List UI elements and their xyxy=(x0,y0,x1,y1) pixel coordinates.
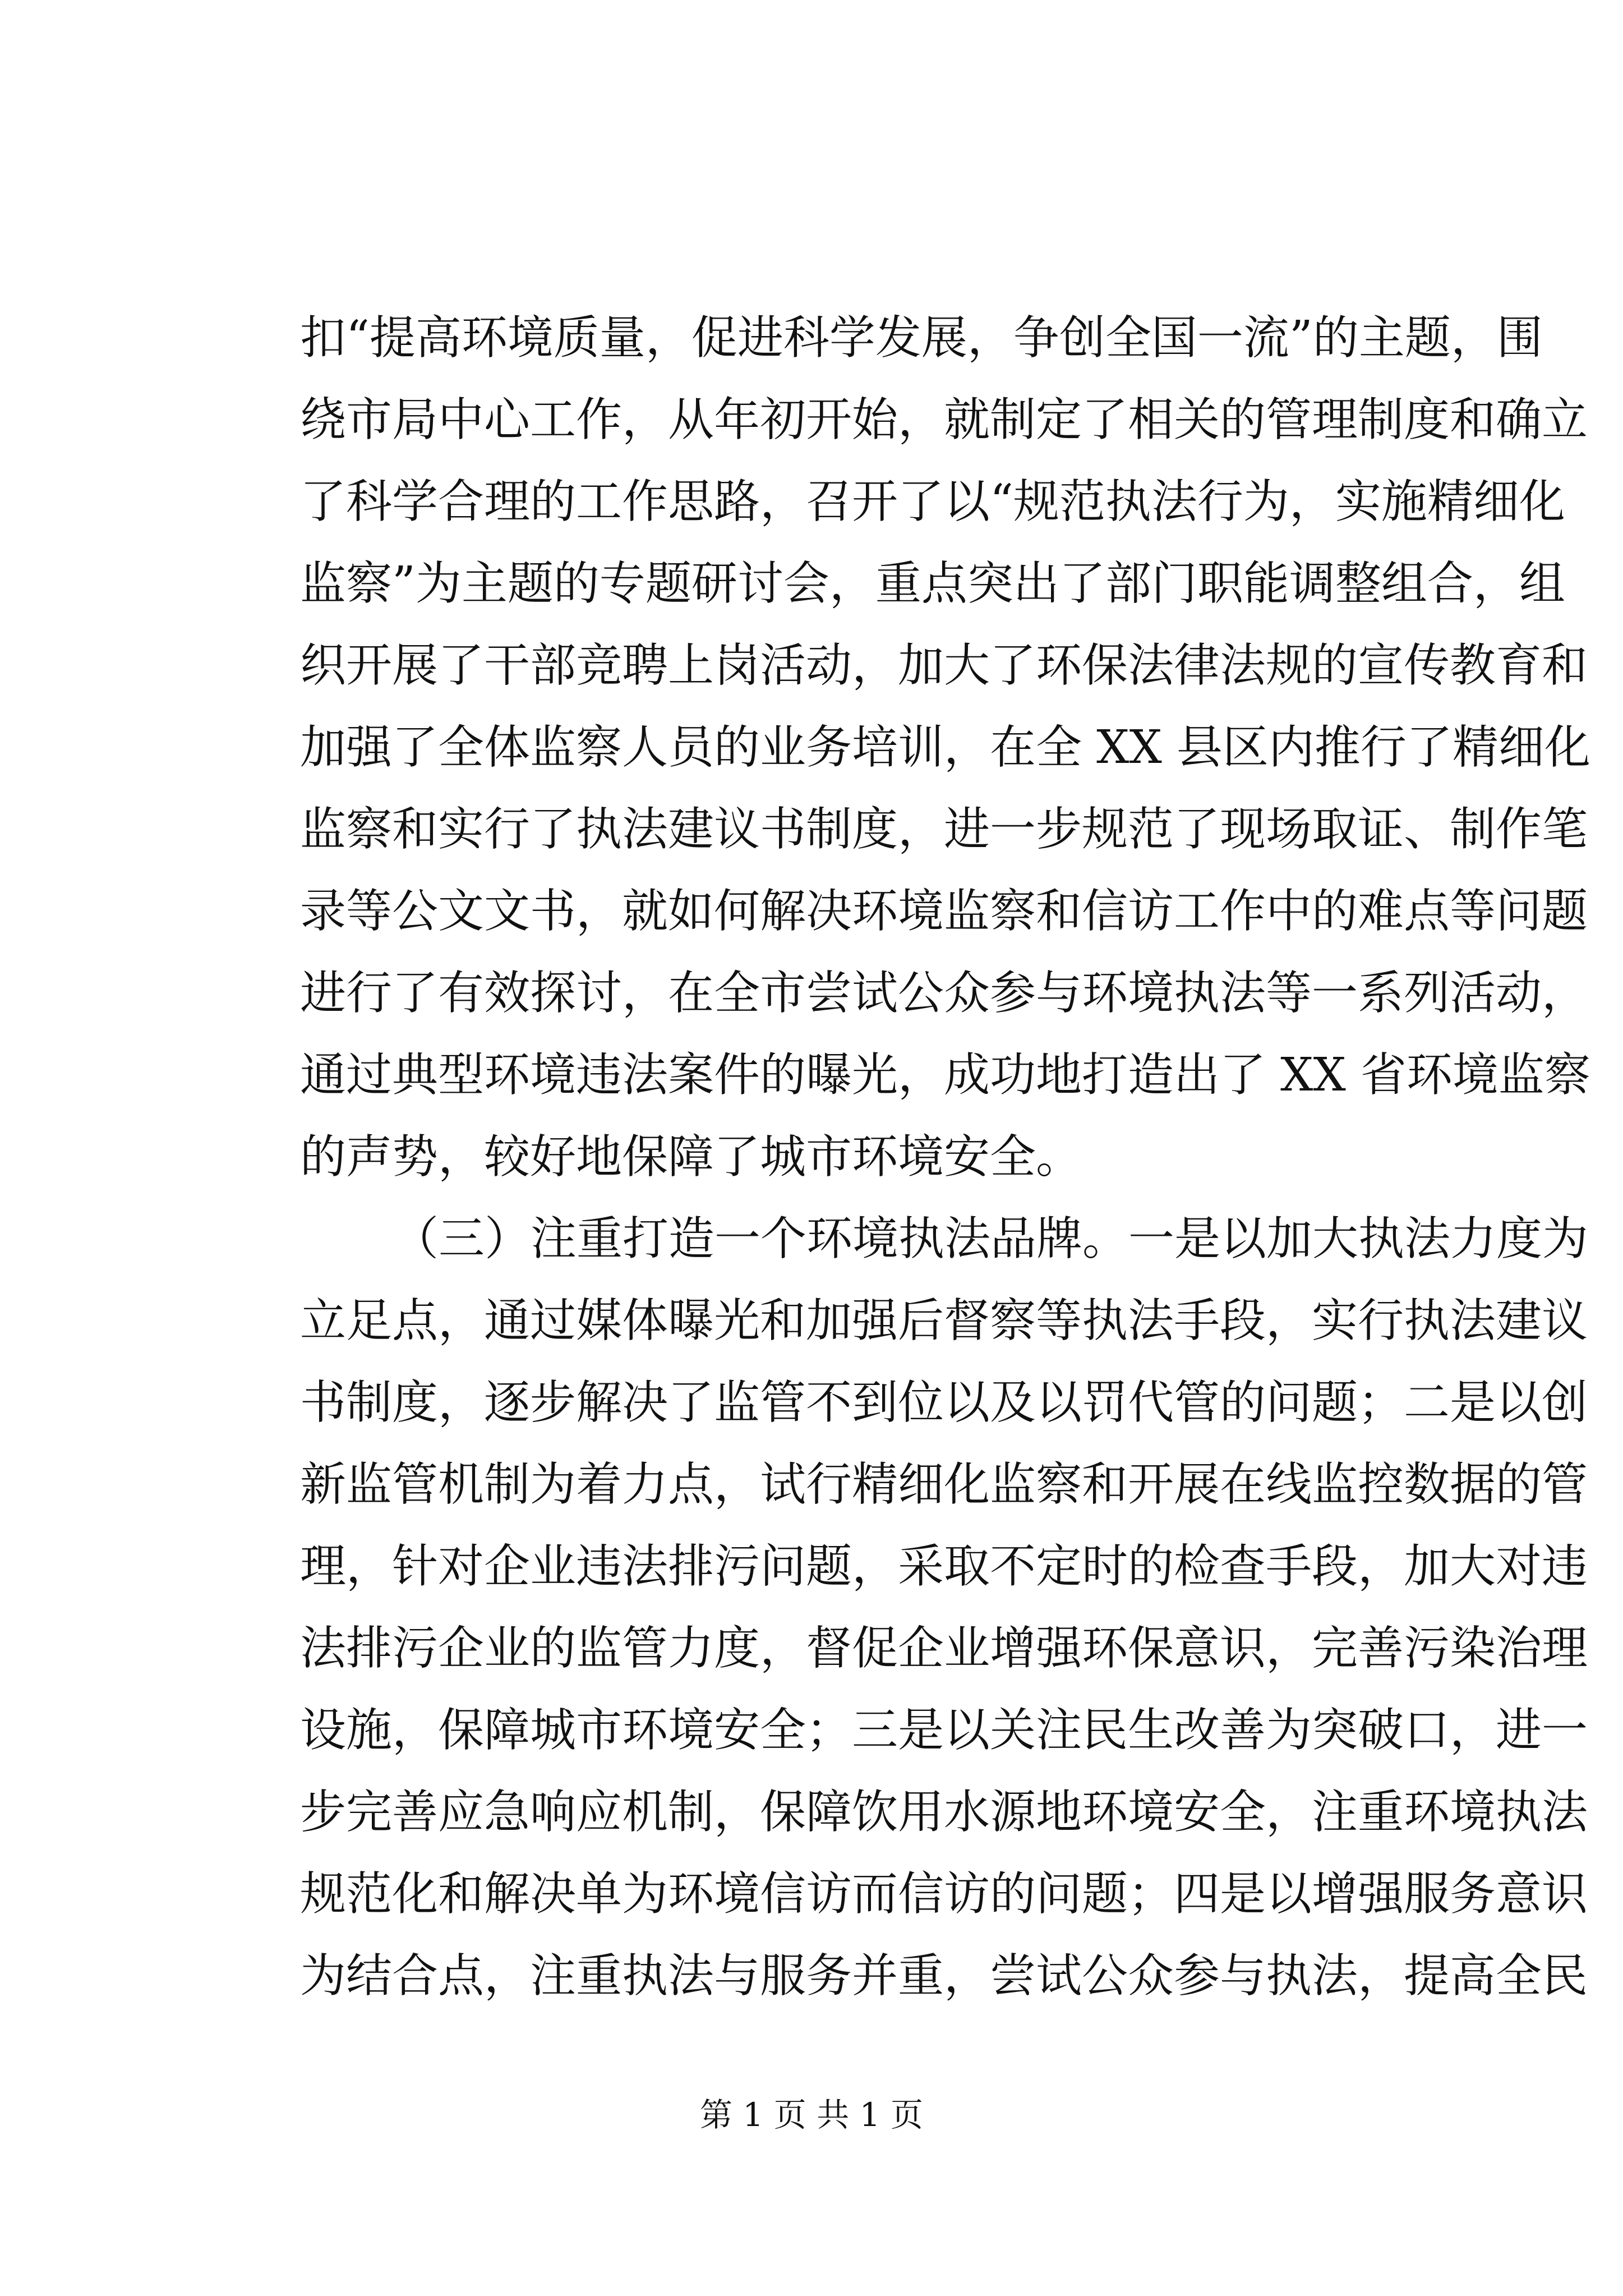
text-line: 织开展了干部竞聘上岗活动，加大了环保法律法规的宣传教育和 xyxy=(300,639,1588,692)
document-body xyxy=(300,297,1590,2017)
text-line: 了科学合理的工作思路，召开了以“规范执法行为，实施精细化 xyxy=(300,475,1565,528)
text-line: 加强了全体监察人员的业务培训，在全 XX 县区内推行了精细化 xyxy=(300,721,1590,774)
text-line: 录等公文文书，就如何解决环境监察和信访工作中的难点等问题 xyxy=(300,885,1588,938)
text-line: 为结合点，注重执法与服务并重，尝试公众参与执法，提高全民 xyxy=(300,1949,1588,2003)
page-footer xyxy=(0,2095,1623,2134)
text-line: 书制度，逐步解决了监管不到位以及以罚代管的问题；二是以创 xyxy=(300,1376,1588,1429)
text-line: 立足点，通过媒体曝光和加强后督察等执法手段，实行执法建议 xyxy=(300,1294,1588,1347)
text-line: 监察和实行了执法建议书制度，进一步规范了现场取证、制作笔 xyxy=(300,803,1588,856)
text-line: （三）注重打造一个环境执法品牌。一是以加大执法力度为 xyxy=(393,1212,1589,1266)
text-line: 扣“提高环境质量，促进科学发展，争创全国一流”的主题，围 xyxy=(300,311,1543,365)
text-line: 步完善应急响应机制，保障饮用水源地环境安全，注重环境执法 xyxy=(300,1786,1588,1839)
text-line: 新监管机制为着力点，试行精细化监察和开展在线监控数据的管 xyxy=(300,1458,1588,1511)
text-line: 规范化和解决单为环境信访而信访的问题；四是以增强服务意识 xyxy=(300,1867,1588,1921)
text-line: 的声势，较好地保障了城市环境安全。 xyxy=(300,1130,1082,1184)
paragraph-2 xyxy=(300,1198,1589,2017)
paragraph-1 xyxy=(300,297,1590,1198)
text-line: 法排污企业的监管力度，督促企业增强环保意识，完善污染治理 xyxy=(300,1622,1588,1675)
text-line: 通过典型环境违法案件的曝光，成功地打造出了 XX 省环境监察 xyxy=(300,1048,1590,1102)
text-line: 绕市局中心工作，从年初开始，就制定了相关的管理制度和确立 xyxy=(300,393,1588,447)
page-number: 第 1 页 共 1 页 xyxy=(700,2096,923,2134)
text-line: 设施，保障城市环境安全；三是以关注民生改善为突破口，进一 xyxy=(300,1704,1588,1757)
text-line: 监察”为主题的专题研讨会，重点突出了部门职能调整组合，组 xyxy=(300,557,1565,610)
text-line: 进行了有效探讨，在全市尝试公众参与环境执法等一系列活动， xyxy=(300,967,1588,1020)
text-line: 理，针对企业违法排污问题，采取不定时的检查手段，加大对违 xyxy=(300,1540,1588,1593)
